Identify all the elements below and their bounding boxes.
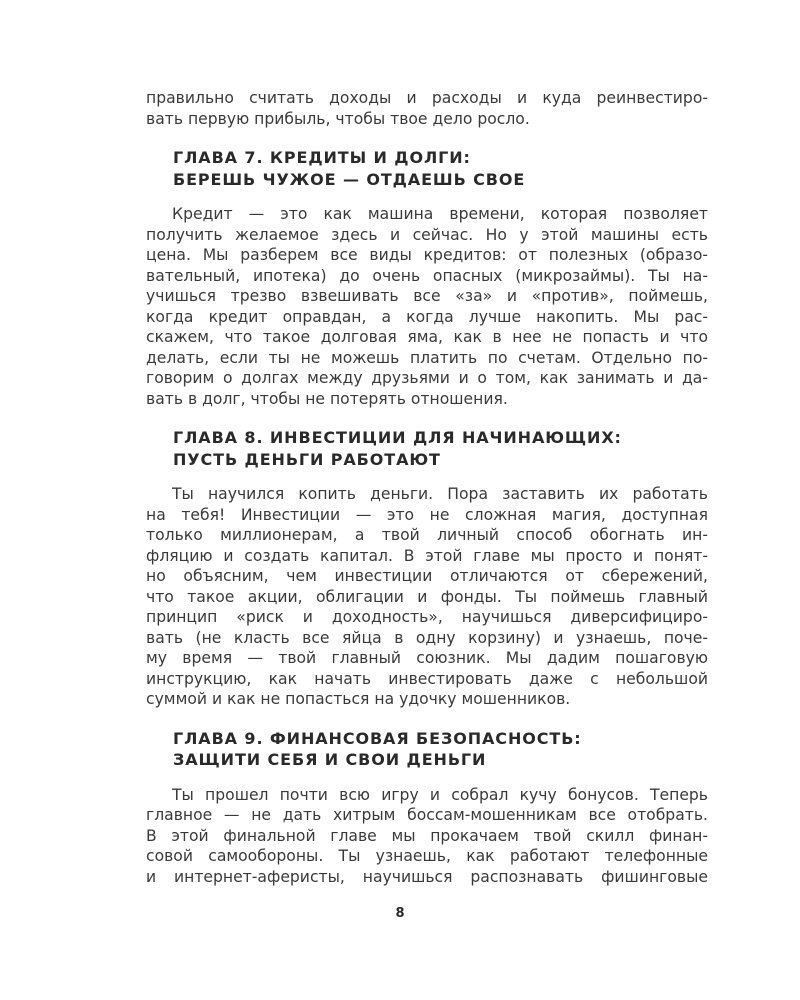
text-line: что такое акции, облигации и фонды. Ты поймешь главный xyxy=(146,587,708,606)
chapter-9-heading xyxy=(146,728,708,771)
text-line: фляцию и создать капитал. В этой главе мы просто и понят- xyxy=(146,546,708,565)
text-line: му время — твой главный союзник. Мы дадим пошаговую xyxy=(146,649,708,667)
text-line: принцип «риск и доходность», научишься диверсифициро- xyxy=(146,608,708,626)
heading-line: БЕРЕШЬ ЧУЖОЕ — ОТДАЕШЬ СВОЕ xyxy=(173,169,526,189)
text-line: когда кредит оправдан, а когда лучше накопить. Мы рас- xyxy=(146,307,708,326)
heading-line: ПУСТЬ ДЕНЬГИ РАБОТАЮТ xyxy=(173,449,441,469)
text-line: главное — не дать хитрым боссам-мошенникам все отобрать. xyxy=(146,806,708,824)
chapter-8-paragraph xyxy=(146,484,708,710)
text-line: Ты научился копить деньги. Пора заставить их работать xyxy=(172,485,708,503)
text-line: делать, если ты не можешь платить по счетам. Отдельно по- xyxy=(146,348,708,367)
text-line: на тебя! Инвестиции — это не сложная магия, доступная xyxy=(146,505,708,524)
heading-line: ГЛАВА 8. ИНВЕСТИЦИИ ДЛЯ НАЧИНАЮЩИХ: xyxy=(173,428,622,447)
chapter-7-paragraph xyxy=(146,204,708,409)
heading-line: ЗАЩИТИ СЕБЯ И СВОИ ДЕНЬГИ xyxy=(173,750,487,769)
text-line: и интернет-аферисты, научишься распознавать фишинговые xyxy=(146,867,708,886)
text-line: но объясним, чем инвестиции отличаются от сбережений, xyxy=(146,567,708,585)
chapter-7-heading xyxy=(146,147,708,190)
page-number: 8 xyxy=(395,906,405,921)
text-line: суммой и как не попасться на удочку мошенников. xyxy=(146,690,571,708)
text-line: инструкцию, как начать инвестировать даже с небольшой xyxy=(146,669,708,688)
text-line: совой самообороны. Ты узнаешь, как работают телефонные xyxy=(146,847,708,865)
heading-line: ГЛАВА 9. ФИНАНСОВАЯ БЕЗОПАСНОСТЬ: xyxy=(173,728,582,748)
text-line: Кредит — это как машина времени, которая позволяет xyxy=(172,205,708,223)
text-line: правильно считать доходы и расходы и куда реинвестиро- xyxy=(146,89,708,107)
text-line: говорим о долгах между друзьями и о том, как занимать и да- xyxy=(146,369,708,387)
text-line: В этой финальной главе мы прокачаем твой скилл финан- xyxy=(146,826,708,845)
text-line: вательный, ипотека) до очень опасных (микрозаймы). Ты на- xyxy=(146,266,708,285)
text-line: вать (не класть все яйца в одну корзину) и узнаешь, поче- xyxy=(146,628,708,647)
text-line: цена. Мы разберем все виды кредитов: от полезных (образо- xyxy=(146,246,708,264)
text-line: только миллионерам, а твой личный способ обогнать ин- xyxy=(146,526,708,544)
heading-line: ГЛАВА 7. КРЕДИТЫ И ДОЛГИ: xyxy=(173,148,471,167)
text-line: скажем, что такое долговая яма, как в нее не попасть и что xyxy=(146,328,708,346)
text-line: вать в долг, чтобы не потерять отношения. xyxy=(146,389,508,408)
intro-paragraph xyxy=(146,88,708,129)
text-line: получить желаемое здесь и сейчас. Но у этой машины есть xyxy=(146,225,708,244)
text-line: Ты прошел почти всю игру и собрал кучу бонусов. Теперь xyxy=(172,785,708,804)
text-line: вать первую прибыль, чтобы твое дело росло. xyxy=(146,109,530,128)
page-body xyxy=(146,88,708,887)
text-line: учишься трезво взвешивать все «за» и «против», поймешь, xyxy=(146,287,708,305)
chapter-9-paragraph xyxy=(146,785,708,888)
chapter-8-heading xyxy=(146,427,708,470)
